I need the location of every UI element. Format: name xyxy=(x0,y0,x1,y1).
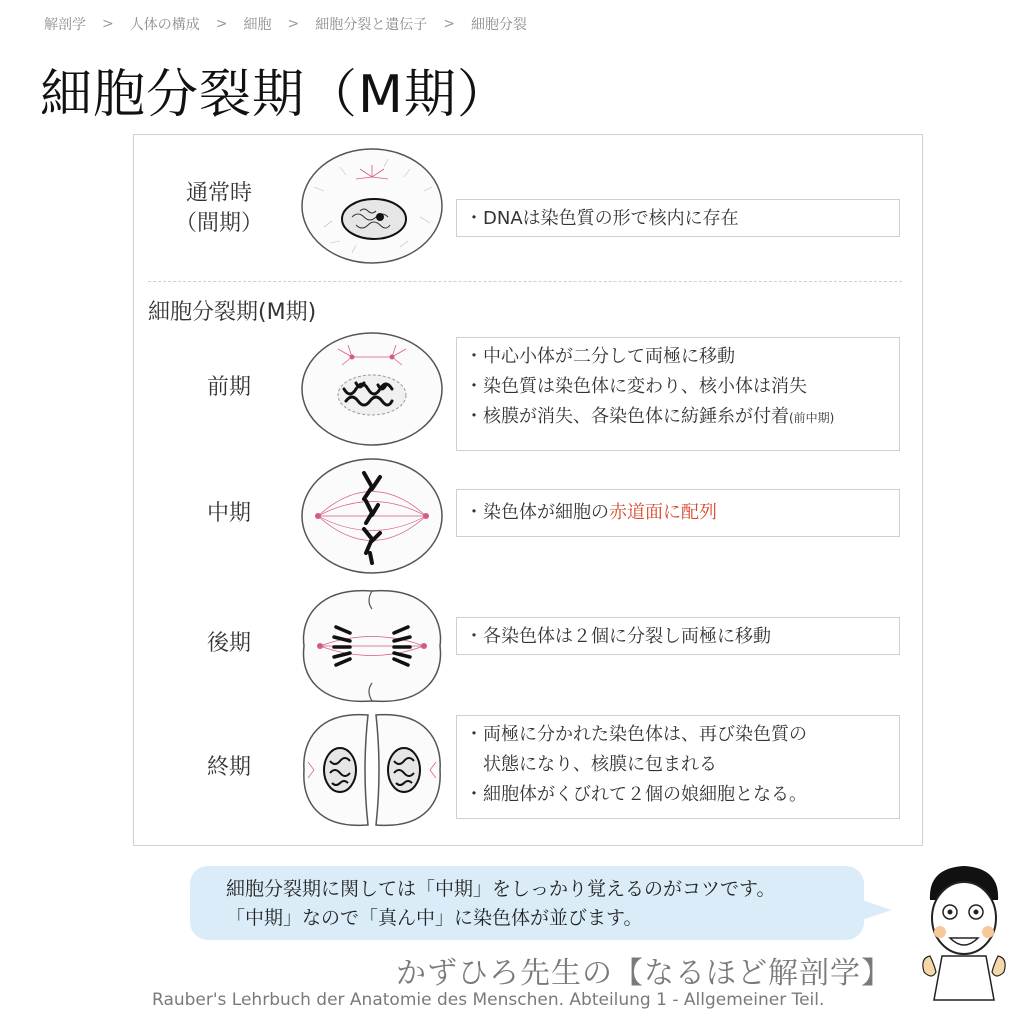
breadcrumb-separator: > xyxy=(287,16,300,32)
prophase-cell-illustration xyxy=(300,331,444,447)
speech-bubble-tail xyxy=(862,900,892,920)
prophase-line-3: ・核膜が消失、各染色体に紡錘糸が付着(前中期) xyxy=(465,406,835,427)
breadcrumb-item-cell-division[interactable]: 細胞分裂 xyxy=(470,17,527,33)
equatorial-plane-highlight: 赤道面に配列 xyxy=(609,502,717,523)
prophase-line-1: ・中心小体が二分して両極に移動 xyxy=(465,346,735,367)
page-title: 細胞分裂期（M期） xyxy=(40,65,510,125)
diagram-panel xyxy=(133,134,923,846)
prophase-note: (前中期) xyxy=(789,411,835,425)
breadcrumb-separator: > xyxy=(102,16,114,32)
breadcrumb-item-body-structure[interactable]: 人体の構成 xyxy=(129,17,200,33)
breadcrumb-item-anatomy[interactable]: 解剖学 xyxy=(44,17,86,33)
metaphase-text: ・染色体が細胞の xyxy=(465,502,609,523)
section-divider xyxy=(148,281,902,282)
metaphase-label: 中期 xyxy=(206,501,251,526)
telophase-label: 終期 xyxy=(206,755,251,780)
anaphase-label: 後期 xyxy=(206,631,251,656)
breadcrumb-separator: > xyxy=(215,16,228,32)
prophase-description xyxy=(456,337,900,451)
prophase-label: 前期 xyxy=(206,375,251,400)
interphase-label-line1: 通常時 xyxy=(185,181,252,206)
anaphase-description: ・各染色体は２個に分裂し両極に移動 xyxy=(456,617,900,655)
source-credit: Rauber's Lehrbuch der Anatomie des Menschen. Abteilung 1 - Allgemeiner Teil. xyxy=(152,990,825,1010)
section-title: 細胞分裂期(M期) xyxy=(148,300,317,325)
interphase-label xyxy=(164,179,274,239)
breadcrumb-separator: > xyxy=(443,16,455,32)
breadcrumb-item-cell[interactable]: 細胞 xyxy=(243,17,272,33)
speech-bubble xyxy=(190,866,864,940)
breadcrumb xyxy=(44,14,527,34)
bubble-line-1: 細胞分裂期に関しては「中期」をしっかり覚えるのがコツです。 xyxy=(226,878,776,900)
metaphase-cell-illustration xyxy=(300,457,444,575)
breadcrumb-item-division-genes[interactable]: 細胞分裂と遺伝子 xyxy=(315,17,428,33)
telophase-line-1: ・両極に分かれた染色体は、再び染色質の xyxy=(465,724,807,745)
telophase-cell-illustration xyxy=(300,711,444,829)
anaphase-cell-illustration xyxy=(300,587,444,705)
interphase-description: ・DNAは染色質の形で核内に存在 xyxy=(456,199,900,237)
teacher-mascot-illustration xyxy=(912,860,1016,1010)
telophase-line-2: 状態になり、核膜に包まれる xyxy=(465,754,717,775)
interphase-cell-illustration xyxy=(300,147,444,265)
interphase-label-line2: （間期） xyxy=(174,211,263,236)
prophase-line-2: ・染色質は染色体に変わり、核小体は消失 xyxy=(465,376,807,397)
brand-text: かずひろ先生の【なるほど解剖学】 xyxy=(396,956,892,991)
telophase-description xyxy=(456,715,900,819)
bubble-line-2: 「中期」なので「真ん中」に染色体が並びます。 xyxy=(226,907,643,929)
metaphase-description xyxy=(456,489,900,537)
telophase-line-3: ・細胞体がくびれて２個の娘細胞となる。 xyxy=(465,784,807,805)
